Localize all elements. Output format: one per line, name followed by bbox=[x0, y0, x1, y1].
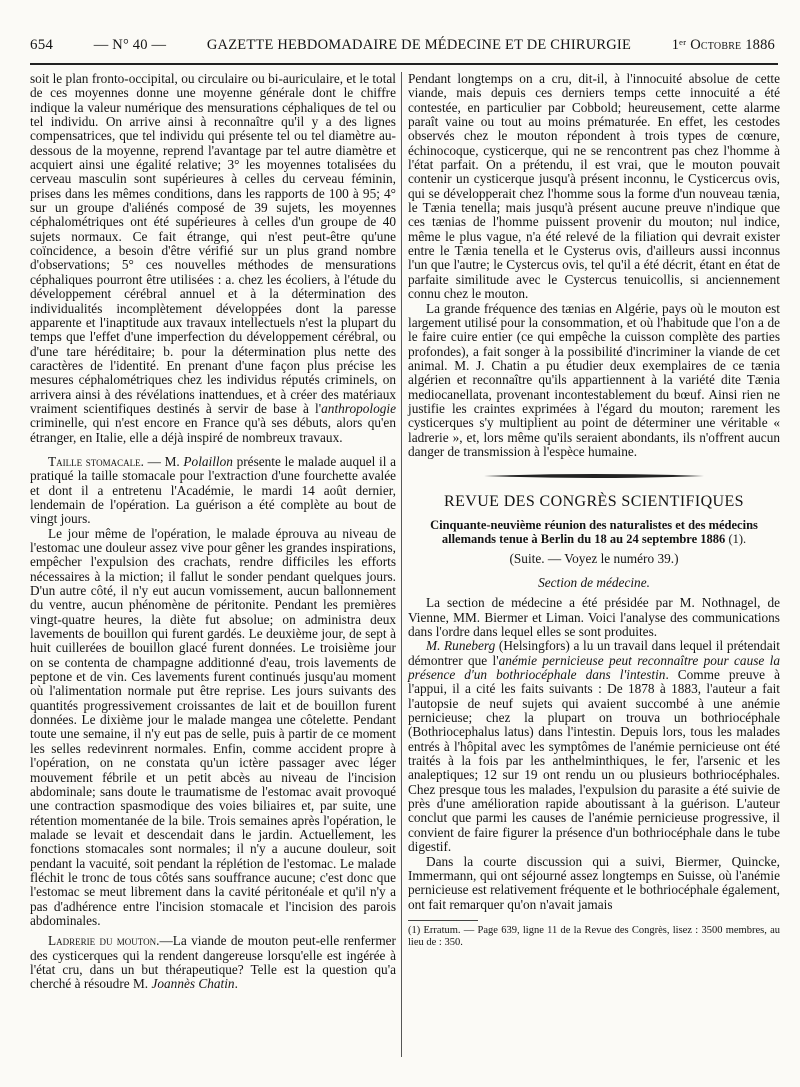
text: (Helsingfors) a lu un travail dans lequel il prétendait démontrer que l' bbox=[408, 638, 780, 668]
page-number: 654 bbox=[30, 37, 54, 53]
text: criminelle, qui n'est encore en France qu'à ses débuts, alors qu'en étranger, en Italie, elle a déjà inspiré de nombreux travaux. bbox=[30, 415, 396, 445]
text: soit le plan fronto-occipital, ou circulaire ou bi-auriculaire, et le total de ces moyennes donne une moyenne générale dont le chiffre indique la valeur numérique des mensurations céphaliques de tel ou tel individu. On arrive ainsi à reconnaître qu'il y a des lignes compensatrices, que tel individu qui présente tel ou tel diamètre au-dessous de la moyenne, reprend l'avantage par tel autre diamètre et acquiert ainsi une égalité relative; 3° les moyennes totalisées du cerveau masculin sont supérieures à celles du cerveau féminin, prises dans les mêmes conditions, dans les rapports de 100 à 95; 4° sur un groupe d'aliénés composé de 39 sujets, les moyennes céphalométriques ont été supérieures à celles d'un groupe de 40 sujets normaux. Ce fait étrange, qui n'est peut-être qu'une coïncidence, a besoin d'être vérifié sur un plus grand nombre d'observations; 5° ces nouvelles méthodes de mensurations céphaliques pourront être utilisées : a. chez les écoliers, à l'étude du développement cérébral annuel et à la détermination des individualités incomplètement développées dont la paresse apparente et l'inaptitude aux travaux intellectuels n'est la plupart du temps que l'effet d'une imperfection du développement cérébral, ou d'une tare héréditaire; b. pour la détermination plus nette des caractères de l'identité. En prenant d'une façon plus précise les mesures céphalométriques chez les individus réputés criminels, on arrivera ainsi à des révélations inattendues, et à créer des matériaux vraiment scientifiques destinés à servir de base à l' bbox=[30, 71, 396, 416]
section-label: Ladrerie du mouton. bbox=[48, 933, 160, 949]
issue-number: — N° 40 — bbox=[93, 37, 167, 53]
paragraph-ladrerie bbox=[30, 934, 396, 991]
section-name: Section de médecine. bbox=[538, 574, 650, 590]
paragraph: La section de médecine a été présidée par M. Nothnagel, de Vienne, MM. Biermer et Liman. Voici l'analyse des communications dans l'ordre dans lequel elles se sont produites. bbox=[408, 595, 780, 639]
text: —La viande de mouton peut-elle renfermer des cysticerques qui la rendent dangereuse lorsqu'elle est ingérée à l'état cru, dans un but thérapeutique? Telle est la question qu'a cherché à résoudre M. bbox=[30, 933, 396, 992]
journal-title: GAZETTE HEBDOMADAIRE DE MÉDECINE ET DE CHIRURGIE bbox=[206, 37, 632, 53]
text: présente le malade auquel il a pratiqué la taille stomacale pour l'extraction d'une fourchette avalée et dont il a entretenu l'Académie, le mardi 14 août dernier, lendemain de l'opération. La guérison a été complète au bout de vingt jours. bbox=[30, 453, 396, 527]
page-header bbox=[30, 37, 775, 61]
paragraph: Dans la courte discussion qui a suivi, Biermer, Quincke, Immermann, qui ont séjourné assez longtemps en Suisse, où l'anémie pernicieuse est relativement fréquente et le bothriocéphale également, ont fait remarquer qu'on n'avait jamais bbox=[408, 853, 780, 912]
left-column bbox=[30, 72, 396, 992]
congress-subtitle bbox=[410, 518, 778, 546]
author-name: Polaillon bbox=[183, 453, 233, 469]
paragraph: Le jour même de l'opération, le malade éprouva au niveau de l'estomac une douleur assez vive pour gêner les grandes inspirations, empêcher l'expulsion des crachats, rendre difficiles les efforts nécessaires à la miction; il fallut le sonder pendant quelques jours. D'un autre côté, il n'y eut aucun vomissement, aucun ballonnement du ventre, aucun phénomène de péritonite. Pendant les premières vingt-quatre heures, la diète fut absolue; on administra deux lavements de bouillon qui furent gardés. Le deuxième jour, de sept à huit cuillerées de bouillon glacé furent données. Le troisième jour on se contenta de champagne additionné d'eau, trois lavements de peptone et de vin. Ces lavements furent continués jusqu'au moment où l'alimentation normale put être reprise. Les jours suivants des quantités progressivement croissantes de lait et de bouillon furent données. Le dixième jour le malade mangea une côtelette. Pendant toute une semaine, il n'y eut pas de selle, puis à partir de ce moment les selles redevinrent normales. Enfin, comme accident propre à l'opération, on ne constata qu'un ictère passager avec léger mouvement fébrile et un petit abcès au niveau de l'incision abdominale; sans doute le traumatisme de l'estomac avait provoqué une contraction spasmodique des voies biliaires et, par suite, une rétention momentanée de la bile. Trois semaines après l'opération, le malade se levait et descendait dans le jardin. Actuellement, les fonctions stomacales sont normales; il n'y a aucune douleur, soit pendant la vacuité, soit pendant la réplétion de l'estomac. Le malade fléchit le tronc de tous côtés sans souffrance aucune; c'est donc que l'estomac se meut librement dans la cavité péritonéale et qu'il n'y a pas d'adhérence entre l'incision stomacale et l'incision des parois abdominales. bbox=[30, 525, 396, 928]
paragraph: La grande fréquence des tænias en Algérie, pays où le mouton est largement utilisé pour la consommation, et où l'habitude que l'on a de le faire cuire entier (ce qui empêche la cuisson complète des parties profondes), a fait songer à la possibilité d'incriminer la viande de cet animal. M. J. Chatin a pu étudier deux exemplaires de ce tænia algérien et reconnaître qu'ils appartiennent à la variété dite Tænia mediocanellata, provenant incontestablement du bœuf. Ainsi rien ne justifie les craintes exprimées à l'égard du mouton; rarement les cysticerques s'y multiplient au point de déterminer une véritable « ladrerie », et, lors même qu'ils seraient abondants, ils n'offrent aucun danger de transmission à l'espèce humaine. bbox=[408, 300, 780, 459]
paragraph-taille-stomacale bbox=[30, 455, 396, 527]
footnote-ref: (1). bbox=[725, 531, 747, 546]
paragraph: Pendant longtemps on a cru, dit-il, à l'innocuité absolue de cette viande, mais depuis ces derniers temps cette innocuité a été contestée, en particulier par Cobbold; heureusement, cette alarme paraît vaine ou tout au moins prématurée. En effet, les cestodes observés chez le mouton répondent à trois types de cœnure, échinocoque, cysticerque, qui ne se rencontrent pas chez l'homme à l'état parfait. On a prétendu, il est vrai, que le mouton pouvait contenir un cysticerque jusqu'à présent inconnu, le Cysticercus ovis, qui se développerait chez l'homme sous la forme d'un nouveau tænia, le Tænia tenella; mais jusqu'à présent aucune preuve n'indique que ces tænias de l'homme puissent provenir du mouton; nul indice, même le plus vague, n'a été relevé de la filiation qui devrait exister entre le Tænia tenella et le Cysterus ovis, d'ailleurs aussi inconnus l'un que l'autre; le Cystercus ovis, tel qu'il a été décrit, étant en état de parfaite similitude avec le Cystercus tenuicollis, si anciennement connu chez le mouton. bbox=[408, 71, 780, 302]
ornamental-rule bbox=[484, 471, 704, 481]
text: — M. bbox=[143, 453, 184, 469]
text: Cinquante-neuvième réunion des naturalistes et des médecins allemands tenue à Berlin du 18 au 24 septembre 1886 bbox=[430, 517, 758, 546]
right-column bbox=[408, 72, 780, 950]
author-name: M. Runeberg bbox=[426, 638, 496, 654]
paragraph bbox=[30, 72, 396, 445]
section-title: REVUE DES CONGRÈS SCIENTIFIQUES bbox=[444, 493, 744, 511]
header-rule bbox=[30, 63, 778, 65]
text: . Comme preuve à l'appui, il a cité les faits suivants : De 1878 à 1883, l'auteur a fait l'autopsie de neuf sujets qui avaient succombé à une anémie pernicieuse; chez la plupart on trouva un bothriocéphale (Bothriocephalus latus) dans l'intestin. Depuis lors, tous les malades entrés à l'hôpital avec les symptômes de l'anémie pernicieuse ont été traités à la fois par les anthelminthiques, le fer, l'arsenic et les analeptiques; 12 sur 19 ont rendu un ou plusieurs bothriocéphales. Chez presque tous les malades, l'expulsion du parasite a été suivie de près d'une amélioration rapide aboutissant à la guérison. L'auteur conclut que parmi les causes de l'anémie pernicieuse progressive, il convient de faire figurer la présence d'un bothriocéphale dans le tube digestif. bbox=[408, 667, 781, 855]
author-name: Joannès Chatin bbox=[151, 976, 235, 992]
column-divider bbox=[401, 72, 402, 1057]
footnote-rule bbox=[408, 920, 478, 921]
text: . bbox=[234, 976, 238, 992]
text-italic: anthropologie bbox=[321, 400, 396, 416]
text-italic: anémie pernicieuse peut reconnaître pour cause la présence d'un bothriocéphale dans l'intestin bbox=[408, 652, 780, 683]
section-label: Taille stomacale. bbox=[48, 453, 144, 469]
footnote: (1) Erratum. — Page 639, ligne 11 de la Revue des Congrès, lisez : 3500 membres, au lieu de : 350. bbox=[408, 924, 780, 949]
issue-date: 1ᵉʳ Octobre 1886 bbox=[671, 37, 775, 53]
continuation-note: (Suite. — Voyez le numéro 39.) bbox=[509, 550, 679, 566]
paragraph-runeberg bbox=[408, 639, 780, 854]
